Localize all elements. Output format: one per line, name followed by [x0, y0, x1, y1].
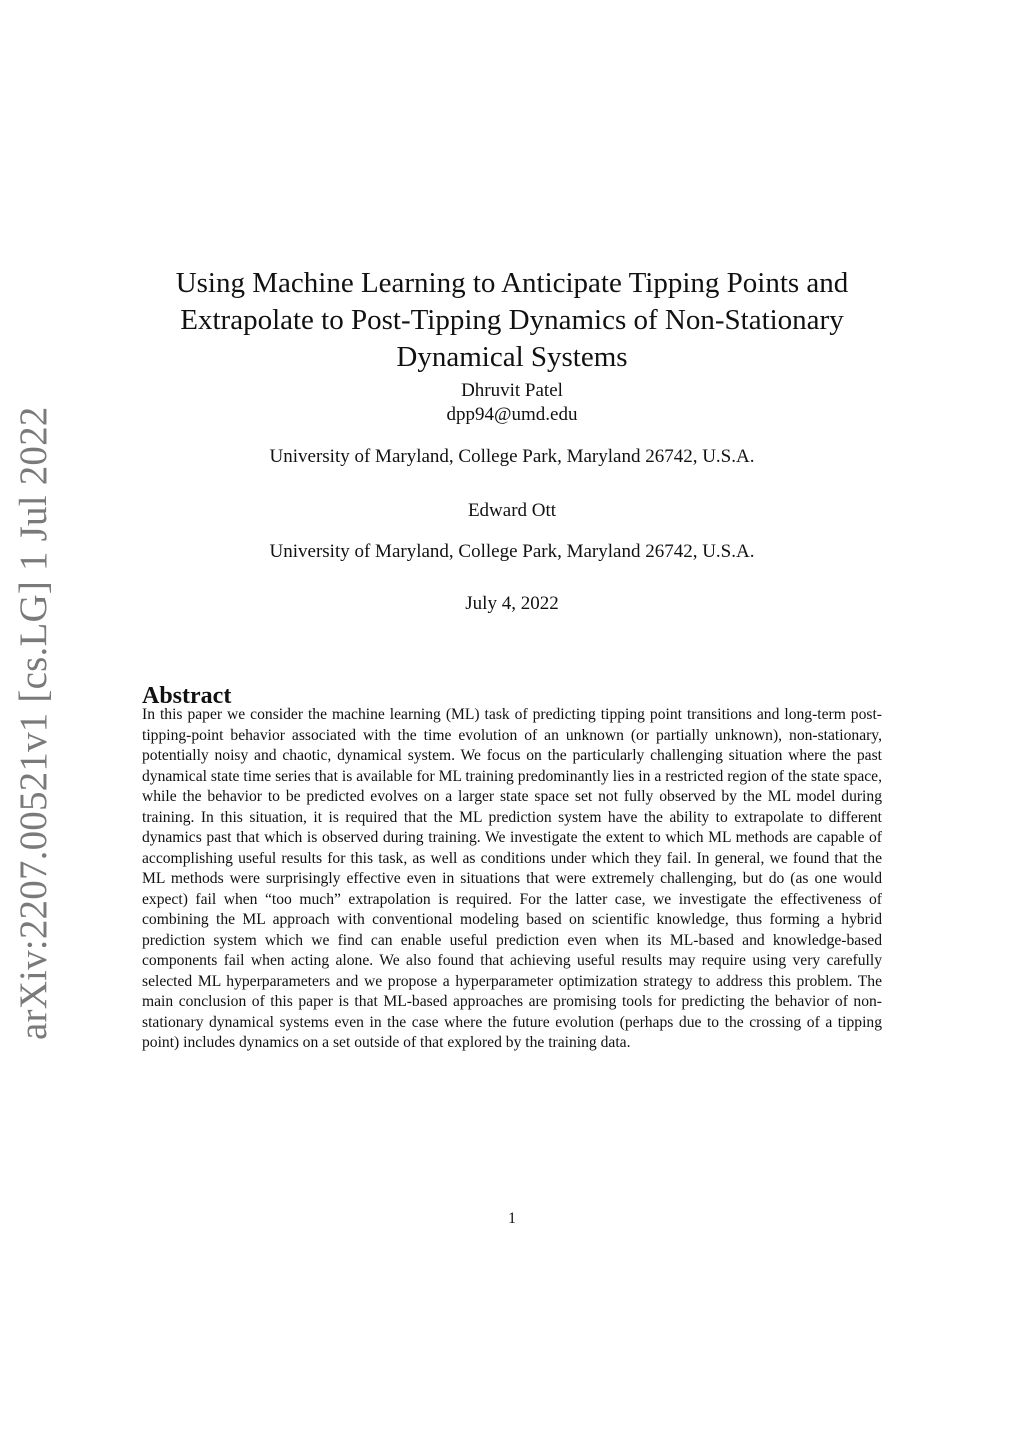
- author-email-1[interactable]: dpp94@umd.edu: [446, 404, 578, 425]
- abstract-body: In this paper we consider the machine learning (ML) task of predicting tipping point transitions and long-term post-tipping-point behavior associated with the time evolution of an unknown (or partially unknown), non-stationary, potentially noisy and chaotic, dynamical system. We focus on the particularly challenging situation where the past dynamical state time series that is available for ML training predominantly lies in a restricted region of the state space, while the behavior to be predicted evolves on a larger state space set not fully observed by the ML model during training. In this situation, it is required that the ML prediction system have the ability to extrapolate to different dynamics past that which is observed during training. We investigate the extent to which ML methods are capable of accomplishing useful results for this task, as well as conditions under which they fail. In general, we found that the ML methods were surprisingly effective even in situations that were extremely challenging, but do (as one would expect) fail when “too much” extrapolation is required. For the latter case, we investigate the effectiveness of combining the ML approach with conventional modeling based on scientific knowledge, thus forming a hybrid prediction system which we find can enable useful prediction even when its ML-based and knowledge-based components fail when acting alone. We also found that achieving useful results may require using very carefully selected ML hyperparameters and we propose a hyperparameter optimization strategy to address this problem. The main conclusion of this paper is that ML-based approaches are promising tools for predicting the behavior of non-stationary dynamical systems even in the case where the future evolution (perhaps due to the crossing of a tipping point) includes dynamics on a set outside of that explored by the training data.: [142, 706, 882, 1051]
- abstract-heading: Abstract: [142, 682, 232, 709]
- page-number: 1: [508, 1210, 516, 1227]
- arxiv-identifier-stamp: arXiv:2207.00521v1 [cs.LG] 1 Jul 2022: [12, 406, 55, 1040]
- author-name-2: Edward Ott: [467, 500, 557, 521]
- author-affiliation-1: University of Maryland, College Park, Maryland 26742, U.S.A.: [269, 446, 755, 467]
- author-name-1: Dhruvit Patel: [461, 380, 563, 401]
- paper-title: Using Machine Learning to Anticipate Tipping Points and Extrapolate to Post-Tipping Dynamics of Non-Stationary Dynamical Systems: [175, 267, 849, 374]
- publication-date: July 4, 2022: [465, 593, 559, 614]
- author-affiliation-2: University of Maryland, College Park, Maryland 26742, U.S.A.: [269, 541, 755, 562]
